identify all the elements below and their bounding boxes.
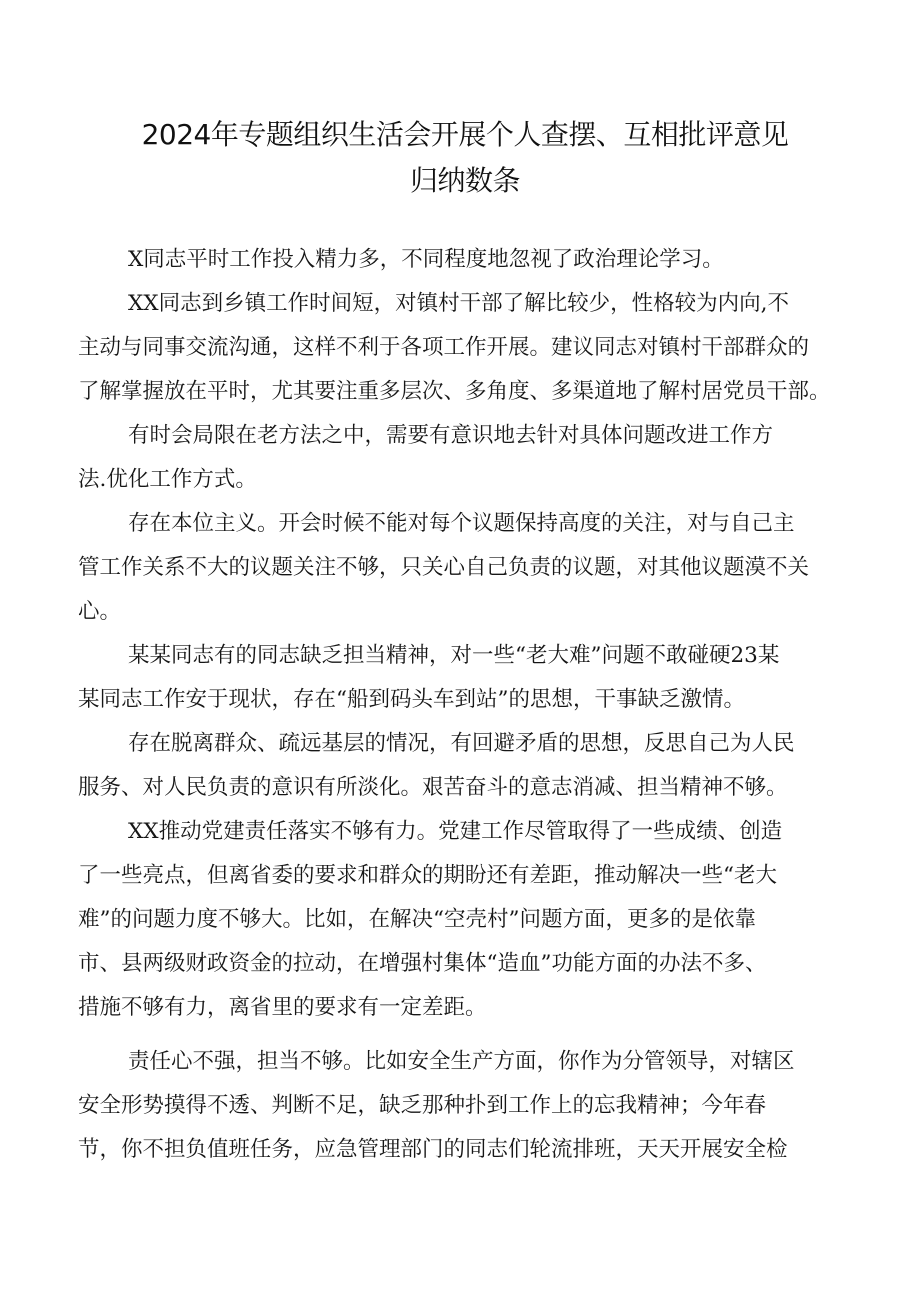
paragraph-line: 法.优化工作方式。 — [78, 467, 257, 492]
paragraph-line: 责任心不强，担当不够。比如安全生产方面，你作为分管领导，对辖区 — [128, 1049, 795, 1074]
paragraph-line: 某同志工作安于现状，存在“船到码头车到站”的思想，干事缺乏激情。 — [78, 687, 745, 712]
paragraph-7 — [78, 810, 858, 1030]
paragraph-8 — [78, 1040, 858, 1172]
paragraph-line: 安全形势摸得不透、判断不足，缺乏那种扑到工作上的忘我精神；今年春 — [78, 1093, 767, 1118]
paragraph-line: 节，你不担负值班任务，应急管理部门的同志们轮流排班，天天开展安全检 — [78, 1137, 788, 1162]
document-body — [78, 238, 858, 1172]
paragraph-line: 市、县两级财政资金的拉动，在增强村集体“造血”功能方面的办法不多、 — [78, 951, 767, 976]
paragraph-2 — [78, 282, 858, 414]
paragraph-6 — [78, 722, 858, 810]
title-line-2: 归纳数条 — [409, 164, 520, 197]
paragraph-3 — [78, 414, 858, 502]
paragraph-line: 措施不够有力，离省里的要求有一定差距。 — [78, 995, 487, 1020]
paragraph-4 — [78, 502, 858, 634]
paragraph-line: XX推动党建责任落实不够有力。党建工作尽管取得了一些成绩、创造 — [128, 819, 783, 844]
paragraph-5 — [78, 634, 858, 722]
document-title — [80, 112, 850, 204]
paragraph-line: 了解掌握放在平时，尤其要注重多层次、多角度、多渠道地了解村居党员干部。 — [78, 379, 831, 404]
paragraph-1 — [78, 238, 858, 282]
paragraph-line: 心。 — [78, 599, 122, 624]
paragraph-line: X同志平时工作投入精力多，不同程度地忽视了政治理论学习。 — [128, 247, 724, 272]
paragraph-line: 某某同志有的同志缺乏担当精神，对一些“老大难”问题不敢碰硬23某 — [128, 643, 780, 668]
paragraph-line: 服务、对人民负责的意识有所淡化。艰苦奋斗的意志消减、担当精神不够。 — [78, 775, 788, 800]
paragraph-line: 了一些亮点，但离省委的要求和群众的期盼还有差距，推动解决一些“老大 — [78, 863, 777, 888]
paragraph-line: 存在本位主义。开会时候不能对每个议题保持高度的关注，对与自己主 — [128, 511, 795, 536]
paragraph-line: 存在脱离群众、疏远基层的情况，有回避矛盾的思想，反思自己为人民 — [128, 731, 795, 756]
paragraph-line: 管工作关系不大的议题关注不够，只关心自己负责的议题，对其他议题漠不关 — [78, 555, 810, 580]
paragraph-line: 主动与同事交流沟通，这样不利于各项工作开展。建议同志对镇村干部群众的 — [78, 335, 810, 360]
paragraph-line: XX同志到乡镇工作时间短，对镇村干部了解比较少，性格较为内向,不 — [128, 291, 789, 316]
paragraph-line: 有时会局限在老方法之中，需要有意识地去针对具体问题改进工作方 — [128, 423, 774, 448]
paragraph-line: 难”的问题力度不够大。比如，在解决“空壳村”问题方面，更多的是依靠 — [78, 907, 756, 932]
title-line-1: 2024年专题组织生活会开展个人查摆、互相批评意见 — [141, 118, 789, 151]
